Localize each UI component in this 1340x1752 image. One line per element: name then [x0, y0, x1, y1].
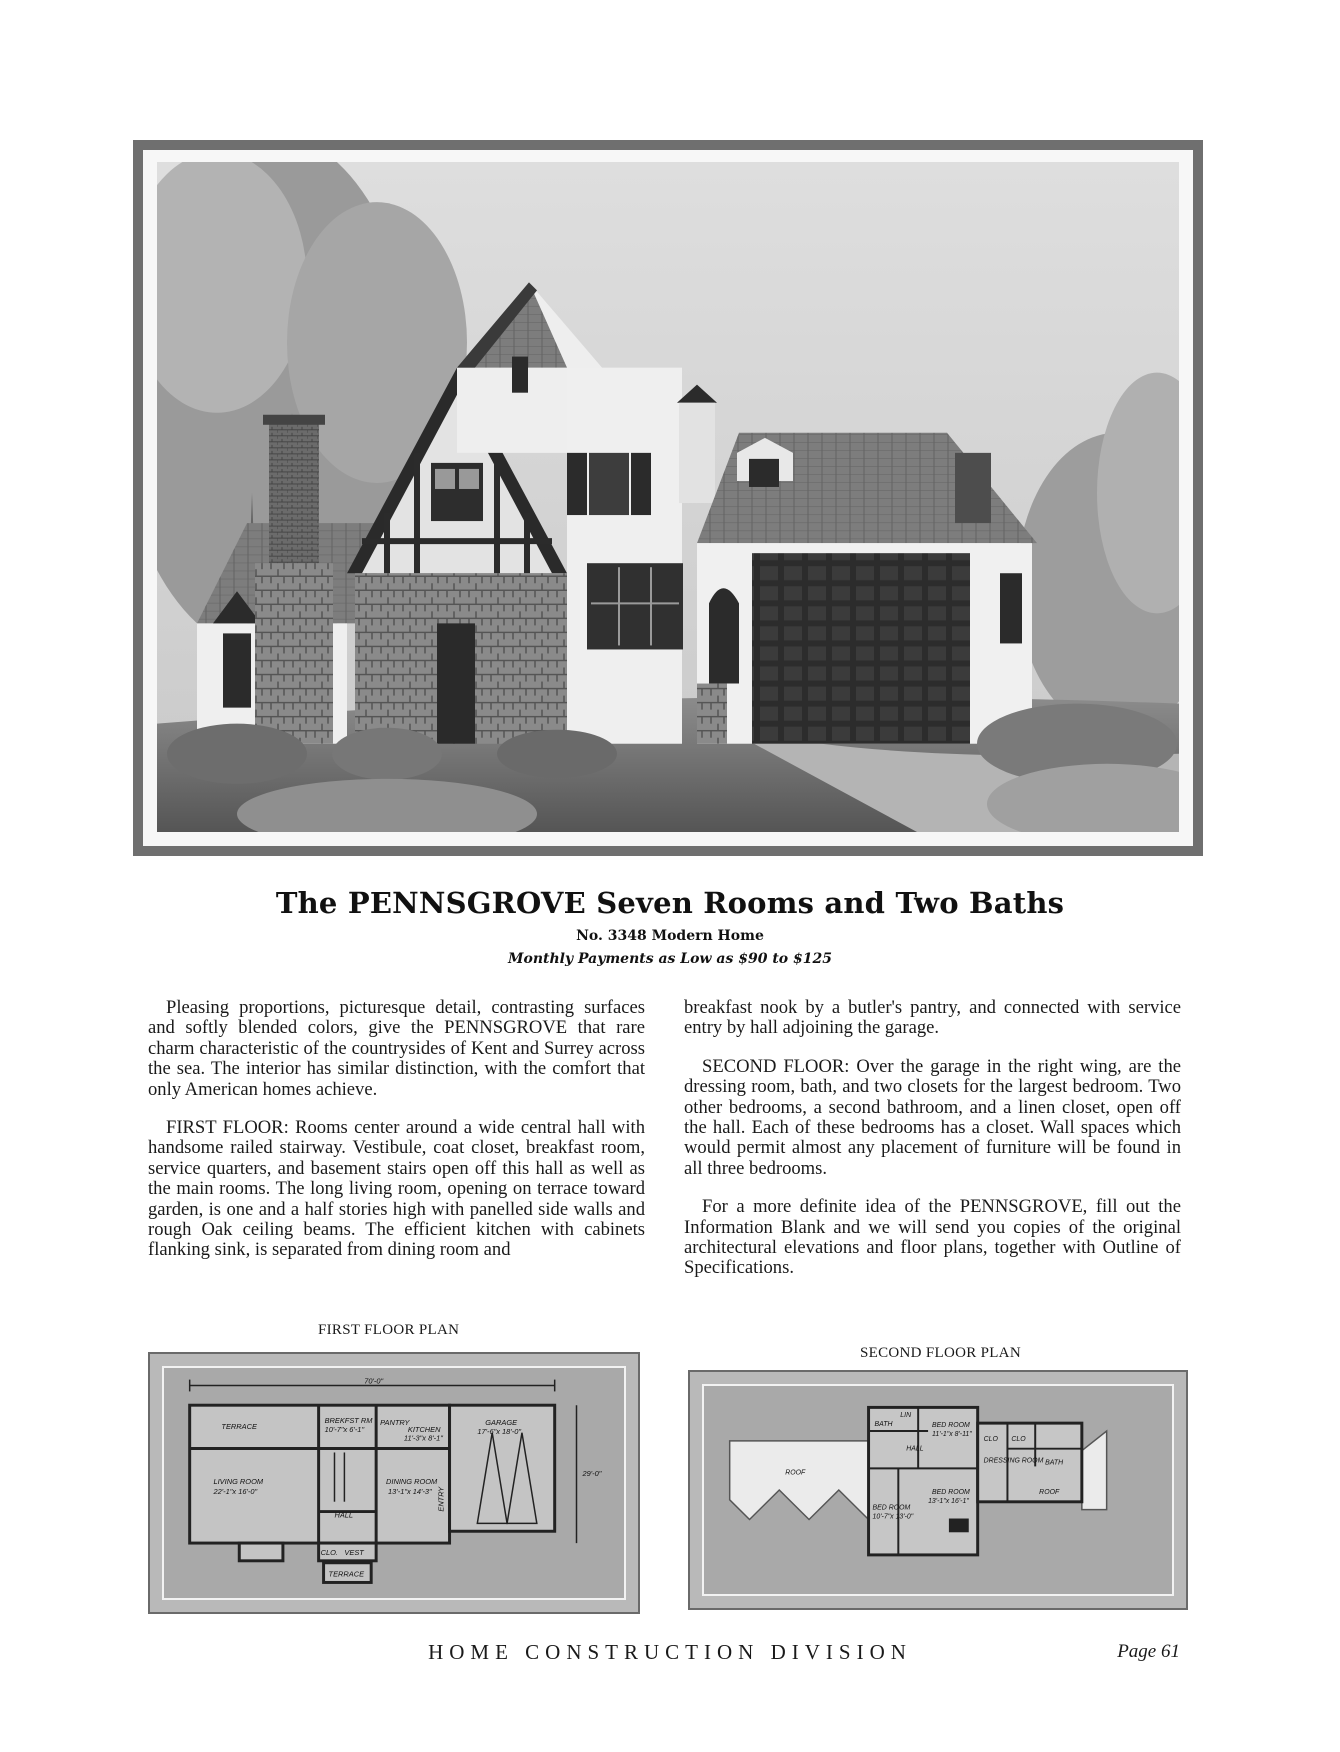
- linen-closet-label: LIN: [900, 1412, 912, 1420]
- second-floor-plan-drawing: [690, 1372, 1186, 1608]
- terrace-label: TERRACE: [221, 1421, 257, 1431]
- pantry-label: PANTRY: [380, 1417, 410, 1427]
- first-floor-paragraph: FIRST FLOOR: Rooms center around a wide central hall with handsome railed stairway. Vestibule, coat closet, breakfast room, service quarters, and basement stairs open off this hall as well as the main rooms. The long living room, opening on terrace toward garden, is one and a half stories high with panelled side walls and rough Oak ceiling beams. The efficient kitchen with cabinets flanking sink, is separated from dining room and: [148, 1117, 645, 1261]
- dining-room-label: DINING ROOM: [386, 1477, 438, 1486]
- first-floor-plan: [148, 1352, 640, 1614]
- second-floor-plan-label: SECOND FLOOR PLAN: [860, 1345, 1021, 1361]
- first-floor-continued-paragraph: breakfast nook by a butler's pantry, and connected with service entry by hall adjoining the garage.: [684, 997, 1181, 1039]
- description-left-column: [148, 998, 645, 1279]
- breakfast-room-size: 10'-7"x 6'-1": [324, 1424, 365, 1434]
- house-illustration: [157, 162, 1179, 832]
- bedroom-3-label: BED ROOM: [932, 1488, 970, 1496]
- model-number: No. 3348 Modern Home: [576, 928, 764, 944]
- page-number: Page 61: [1117, 1641, 1180, 1662]
- front-terrace-label: TERRACE: [328, 1569, 365, 1579]
- bath-1-label: BATH: [874, 1421, 893, 1429]
- entry-label: ENTRY: [436, 1486, 446, 1512]
- bedroom-3-size: 13'-1"x 16'-1": [928, 1497, 969, 1505]
- living-room-size: 22'-1"x 16'-0": [213, 1486, 258, 1496]
- roof-left-label: ROOF: [785, 1469, 806, 1477]
- breakfast-room-label: BREKFST RM: [324, 1415, 373, 1425]
- vestibule-label: VEST: [344, 1547, 364, 1557]
- bedroom-1-size: 11'-1"x 8'-11": [932, 1430, 972, 1438]
- closet-2-label: CLO: [1011, 1435, 1026, 1443]
- house-title: The PENNSGROVE Seven Rooms and Two Baths: [275, 886, 1065, 920]
- closet-1-label: CLO: [983, 1435, 998, 1443]
- second-floor-plan: [688, 1370, 1188, 1610]
- kitchen-label: KITCHEN: [407, 1424, 441, 1434]
- bedroom-1-label: BED ROOM: [932, 1422, 970, 1430]
- intro-paragraph: Pleasing proportions, picturesque detail, contrasting surfaces and softly blended colors, give the PENNSGROVE that rare charm characteristic of the countrysides of Kent and Surrey across the sea. The interior has similar distinction, with the comfort that only American homes achieve.: [148, 997, 645, 1100]
- first-floor-width-dimension: 70'-0": [364, 1376, 384, 1386]
- closet-label: CLO.: [320, 1547, 338, 1557]
- payment-terms: Monthly Payments as Low as $90 to $125: [508, 951, 832, 967]
- garage-size: 17'-6"x 18'-0": [477, 1426, 521, 1436]
- bedroom-2-size: 10'-7"x 13'-0": [872, 1513, 914, 1521]
- bedroom-2-label: BED ROOM: [872, 1504, 911, 1512]
- living-room-label: LIVING ROOM: [213, 1477, 264, 1486]
- information-paragraph: For a more definite idea of the PENNSGROVE, fill out the Information Blank and we will send you copies of the original architectural elevations and floor plans, together with Outline of Specifications.: [684, 1196, 1181, 1279]
- garage-label: GARAGE: [485, 1417, 518, 1427]
- description-right-column: [684, 998, 1181, 1297]
- hall-label: HALL: [334, 1510, 354, 1520]
- dressing-room-label: DRESSING ROOM: [983, 1457, 1044, 1465]
- second-floor-paragraph: SECOND FLOOR: Over the garage in the right wing, are the dressing room, bath, and two closets for the largest bedroom. Two other bedrooms, a second bathroom, and a linen closet, open off the hall. Each of these bedrooms has a closet. Wall spaces which would permit almost any placement of furniture will be found in all three bedrooms.: [684, 1055, 1181, 1179]
- division-footer: HOME CONSTRUCTION DIVISION: [428, 1640, 912, 1664]
- house-illustration-frame: [133, 140, 1203, 856]
- first-floor-depth-dimension: 29'-0": [582, 1469, 602, 1479]
- dining-room-size: 13'-1"x 14'-3": [388, 1486, 432, 1496]
- roof-right-label: ROOF: [1039, 1488, 1060, 1496]
- first-floor-plan-drawing: [150, 1354, 638, 1612]
- first-floor-plan-label: FIRST FLOOR PLAN: [318, 1322, 460, 1338]
- kitchen-size: 11'-3"x 8'-1": [403, 1433, 443, 1443]
- upper-hall-label: HALL: [906, 1445, 924, 1453]
- bath-2-label: BATH: [1045, 1459, 1064, 1467]
